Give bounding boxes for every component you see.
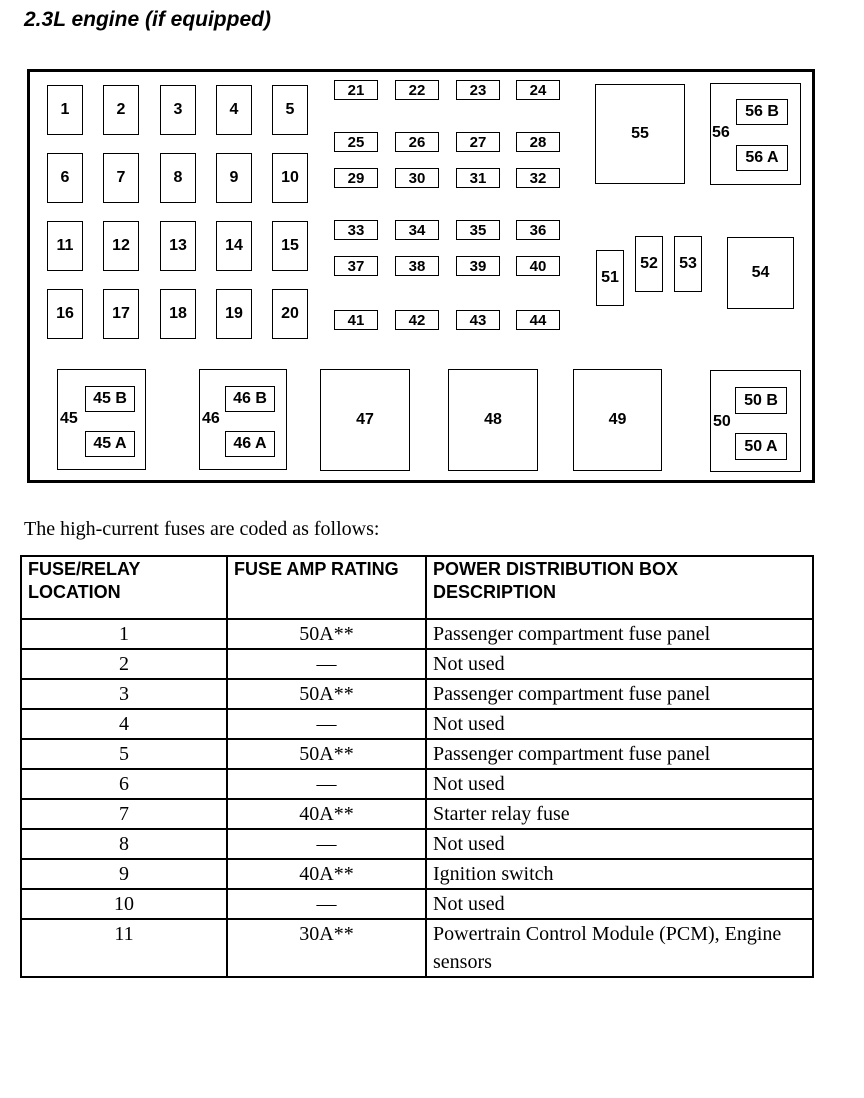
cell-location: 10	[21, 889, 227, 919]
fuse-26: 26	[395, 132, 439, 152]
fuse-24: 24	[516, 80, 560, 100]
fuse-table	[20, 555, 814, 978]
fuse-15: 15	[272, 221, 308, 271]
table-row	[21, 889, 813, 919]
table-row	[21, 859, 813, 889]
fuse-28: 28	[516, 132, 560, 152]
relay-49: 49	[573, 369, 662, 471]
fuse-34: 34	[395, 220, 439, 240]
relay-46a: 46 A	[225, 431, 275, 457]
relay-45b: 45 B	[85, 386, 135, 412]
cell-rating: 30A**	[227, 919, 426, 977]
cell-location: 6	[21, 769, 227, 799]
cell-location: 1	[21, 619, 227, 649]
fuse-1: 1	[47, 85, 83, 135]
fuse-39: 39	[456, 256, 500, 276]
fuse-33: 33	[334, 220, 378, 240]
cell-location: 11	[21, 919, 227, 977]
fuse-17: 17	[103, 289, 139, 339]
fuse-4: 4	[216, 85, 252, 135]
relay-50a: 50 A	[735, 433, 787, 460]
relay-48: 48	[448, 369, 538, 471]
cell-rating: 50A**	[227, 679, 426, 709]
table-row	[21, 769, 813, 799]
cell-location: 4	[21, 709, 227, 739]
fuse-21: 21	[334, 80, 378, 100]
fuse-16: 16	[47, 289, 83, 339]
table-row	[21, 829, 813, 859]
fuse-35: 35	[456, 220, 500, 240]
cell-rating: 50A**	[227, 619, 426, 649]
cell-description: Not used	[426, 709, 813, 739]
intro-text: The high-current fuses are coded as follows:	[24, 518, 380, 540]
fuse-box-diagram	[27, 69, 815, 483]
fuse-43: 43	[456, 310, 500, 330]
cell-rating: —	[227, 709, 426, 739]
cell-description: Passenger compartment fuse panel	[426, 619, 813, 649]
relay-52: 52	[635, 236, 663, 292]
cell-description: Ignition switch	[426, 859, 813, 889]
fuse-5: 5	[272, 85, 308, 135]
table-row	[21, 739, 813, 769]
page-title: 2.3L engine (if equipped)	[24, 8, 271, 31]
table-row	[21, 919, 813, 977]
cell-location: 9	[21, 859, 227, 889]
relay-47: 47	[320, 369, 410, 471]
table-row	[21, 799, 813, 829]
relay-56-label: 56	[712, 124, 730, 141]
fuse-2: 2	[103, 85, 139, 135]
relay-56a: 56 A	[736, 145, 788, 171]
cell-location: 5	[21, 739, 227, 769]
cell-rating: —	[227, 829, 426, 859]
cell-description: Not used	[426, 829, 813, 859]
fuse-42: 42	[395, 310, 439, 330]
table-row	[21, 649, 813, 679]
fuse-27: 27	[456, 132, 500, 152]
cell-rating: —	[227, 649, 426, 679]
cell-rating: —	[227, 769, 426, 799]
relay-54: 54	[727, 237, 794, 309]
fuse-7: 7	[103, 153, 139, 203]
fuse-32: 32	[516, 168, 560, 188]
fuse-38: 38	[395, 256, 439, 276]
fuse-44: 44	[516, 310, 560, 330]
fuse-37: 37	[334, 256, 378, 276]
cell-rating: —	[227, 889, 426, 919]
fuse-13: 13	[160, 221, 196, 271]
fuse-41: 41	[334, 310, 378, 330]
relay-50-label: 50	[713, 413, 731, 430]
cell-location: 7	[21, 799, 227, 829]
cell-rating: 50A**	[227, 739, 426, 769]
fuse-30: 30	[395, 168, 439, 188]
fuse-31: 31	[456, 168, 500, 188]
table-row	[21, 679, 813, 709]
fuse-18: 18	[160, 289, 196, 339]
fuse-6: 6	[47, 153, 83, 203]
cell-description: Powertrain Control Module (PCM), Engine sensors	[426, 919, 813, 977]
relay-50b: 50 B	[735, 387, 787, 414]
fuse-40: 40	[516, 256, 560, 276]
header-location: FUSE/RELAY LOCATION	[21, 556, 227, 619]
fuse-23: 23	[456, 80, 500, 100]
fuse-8: 8	[160, 153, 196, 203]
cell-location: 2	[21, 649, 227, 679]
fuse-20: 20	[272, 289, 308, 339]
relay-46-label: 46	[202, 410, 220, 427]
fuse-9: 9	[216, 153, 252, 203]
fuse-25: 25	[334, 132, 378, 152]
fuse-14: 14	[216, 221, 252, 271]
relay-56b: 56 B	[736, 99, 788, 125]
cell-location: 3	[21, 679, 227, 709]
cell-description: Starter relay fuse	[426, 799, 813, 829]
fuse-10: 10	[272, 153, 308, 203]
fuse-19: 19	[216, 289, 252, 339]
cell-description: Passenger compartment fuse panel	[426, 679, 813, 709]
table-row	[21, 709, 813, 739]
fuse-12: 12	[103, 221, 139, 271]
cell-description: Passenger compartment fuse panel	[426, 739, 813, 769]
fuse-36: 36	[516, 220, 560, 240]
relay-55: 55	[595, 84, 685, 184]
relay-45-label: 45	[60, 410, 78, 427]
fuse-11: 11	[47, 221, 83, 271]
relay-53: 53	[674, 236, 702, 292]
header-rating: FUSE AMP RATING	[227, 556, 426, 619]
fuse-29: 29	[334, 168, 378, 188]
fuse-22: 22	[395, 80, 439, 100]
cell-rating: 40A**	[227, 859, 426, 889]
cell-description: Not used	[426, 649, 813, 679]
table-row	[21, 619, 813, 649]
header-description: POWER DISTRIBUTION BOX DESCRIPTION	[426, 556, 813, 619]
cell-location: 8	[21, 829, 227, 859]
relay-46b: 46 B	[225, 386, 275, 412]
fuse-3: 3	[160, 85, 196, 135]
cell-rating: 40A**	[227, 799, 426, 829]
relay-45a: 45 A	[85, 431, 135, 457]
cell-description: Not used	[426, 769, 813, 799]
relay-51: 51	[596, 250, 624, 306]
table-header-row	[21, 556, 813, 619]
cell-description: Not used	[426, 889, 813, 919]
